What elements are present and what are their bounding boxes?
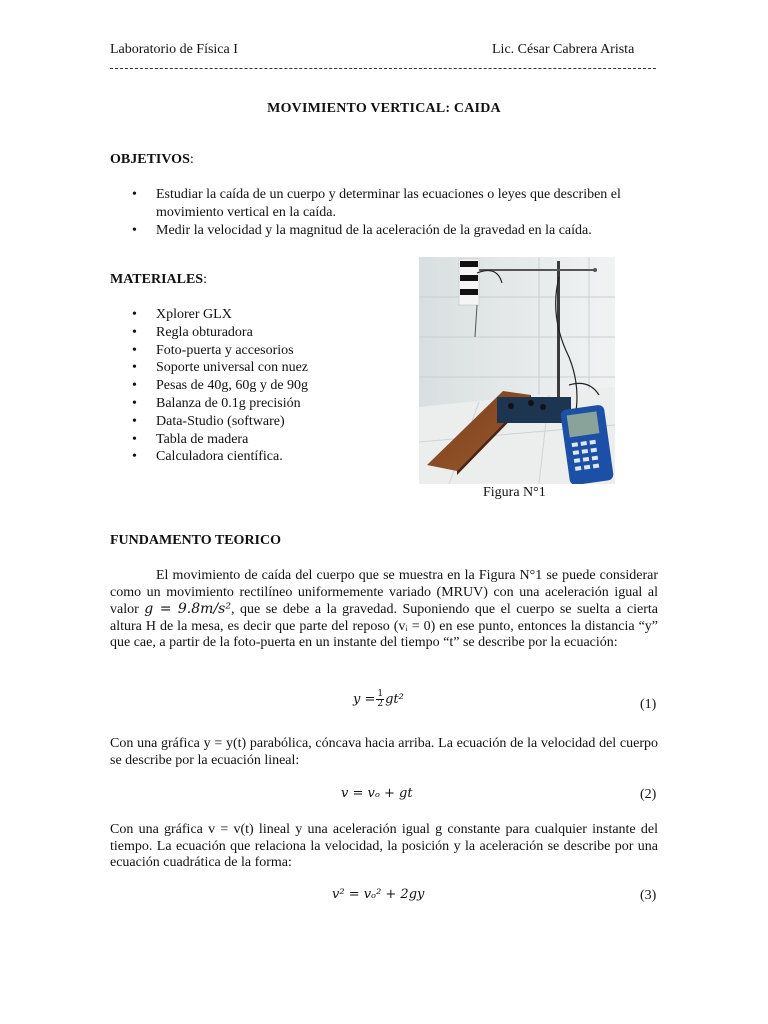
objetivos-list <box>110 186 660 239</box>
objetivos-heading-text: OBJETIVOS <box>110 152 190 167</box>
fraction-denominator: 2 <box>377 699 384 709</box>
list-item: • Pesas de 40g, 60g y de 90g <box>110 377 410 395</box>
list-item: • Balanza de 0.1g precisión <box>110 395 410 413</box>
list-item: • Estudiar la caída de un cuerpo y determinar las ecuaciones o leyes que describen el movimiento vertical en la caída. <box>110 186 660 222</box>
paragraph-3: Con una gráfica v = v(t) lineal y una aceleración igual g constante para cualquier instante del tiempo. La ecuación que relaciona la velocidad, la posición y la aceleración se describe por una ecuación cuadrática de la forma: <box>110 822 658 870</box>
header-course: Laboratorio de Física I <box>110 42 238 57</box>
list-item: • Tabla de madera <box>110 431 410 449</box>
equation-1 <box>353 690 404 709</box>
list-item: • Xplorer GLX <box>110 306 410 324</box>
list-item: • Foto-puerta y accesorios <box>110 342 410 360</box>
list-item: • Regla obturadora <box>110 324 410 342</box>
lab-setup-illustration <box>419 257 615 484</box>
gravity-value: g = 9.8m/s² <box>144 601 231 617</box>
equation-2-number: (2) <box>640 787 657 802</box>
fundamento-heading: FUNDAMENTO TEORICO <box>110 533 282 548</box>
materiales-heading-text: MATERIALES <box>110 272 204 287</box>
list-item: • Data-Studio (software) <box>110 413 410 431</box>
equation-1-number: (1) <box>640 697 657 712</box>
list-item: • Medir la velocidad y la magnitud de la aceleración de la gravedad en la caída. <box>110 222 660 240</box>
equation-1-left: y = <box>353 692 376 707</box>
objetivos-heading: OBJETIVOS: <box>110 152 194 167</box>
header-author: Lic. César Cabrera Arista <box>492 42 635 57</box>
figure-caption: Figura N°1 <box>483 485 546 500</box>
paragraph-1 <box>110 568 658 652</box>
equation-3: v² = vₒ² + 2gy <box>332 887 425 902</box>
fraction-numerator: 1 <box>377 689 384 699</box>
equation-3-number: (3) <box>640 888 657 903</box>
list-item: • Calculadora científica. <box>110 448 410 466</box>
materiales-list <box>110 306 410 466</box>
list-item: • Soporte universal con nuez <box>110 359 410 377</box>
materiales-heading: MATERIALES: <box>110 272 207 287</box>
equation-2: v = vₒ + gt <box>341 786 413 801</box>
one-half-fraction <box>376 690 384 709</box>
paragraph-1-part-b: , que se debe a la gravedad. Suponiendo que el cuerpo se suelta a cierta altura H de la mesa, es decir que parte del reposo (vᵢ = 0) en ese punto, entonces la distancia “y” que cae, a partir de la foto-puerta en un instante del tiempo “t” se describe por la ecuación: <box>110 602 658 650</box>
header-divider <box>110 68 656 69</box>
document-title: MOVIMIENTO VERTICAL: CAIDA <box>267 101 501 116</box>
paragraph-1-part-a: El movimiento de caída del cuerpo que se muestra en la Figura N°1 se puede considerar como un movimiento rectilíneo uniformemente variado (MRUV) con una aceleración igual al valor <box>110 568 658 617</box>
figure-photo <box>419 257 615 484</box>
paragraph-2: Con una gráfica y = y(t) parabólica, cóncava hacia arriba. La ecuación de la velocidad del cuerpo se describe por la ecuación lineal: <box>110 736 658 768</box>
equation-1-right: gt² <box>385 692 404 707</box>
